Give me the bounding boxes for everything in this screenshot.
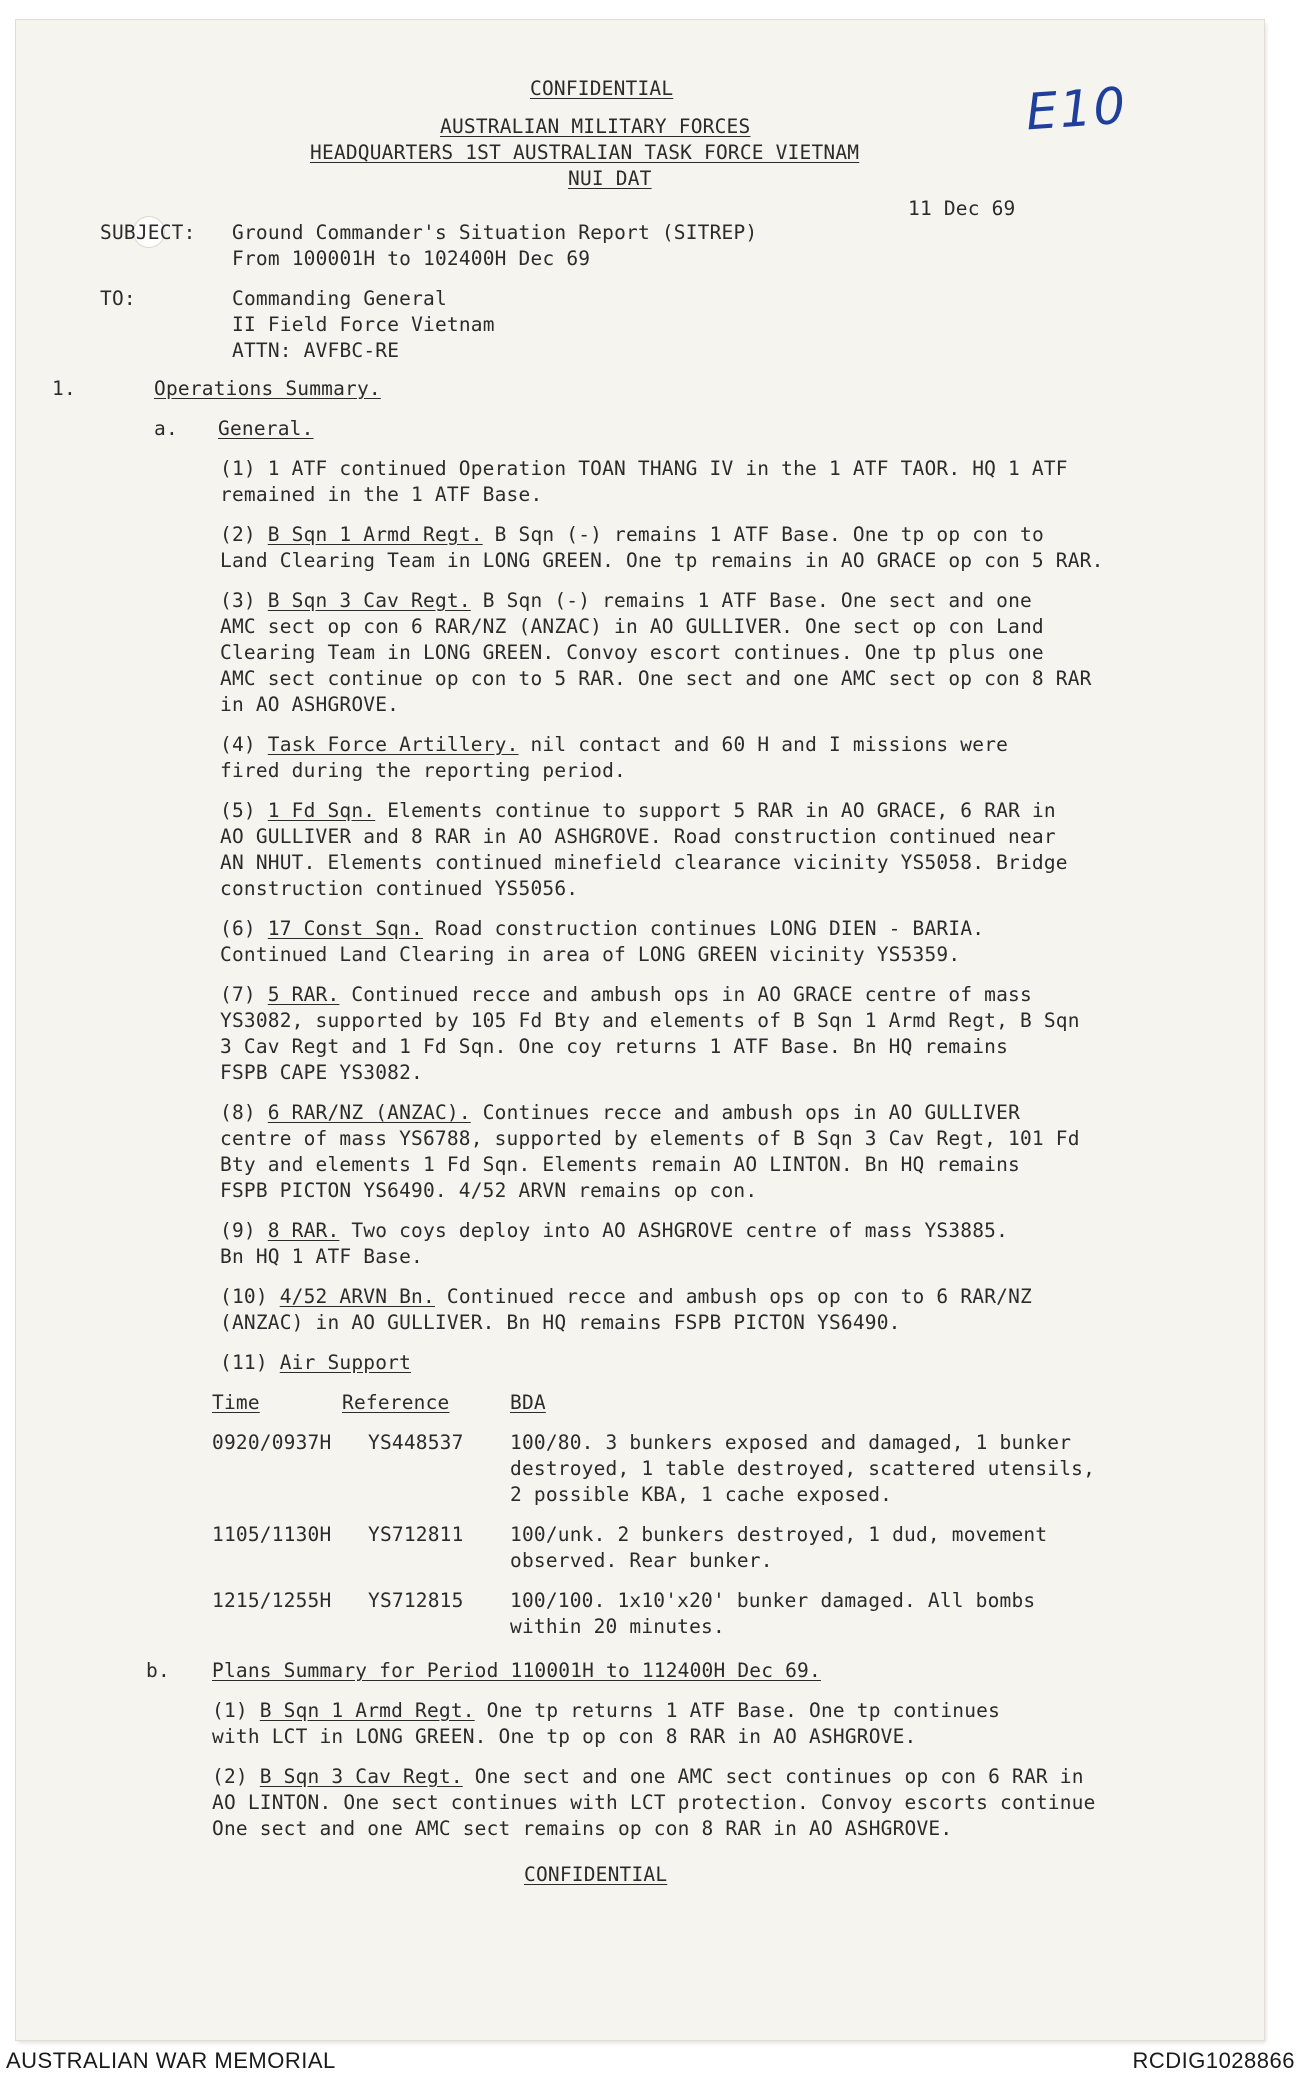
para-9-line-1 — [220, 1218, 1008, 1244]
to-line-1: Commanding General — [232, 287, 447, 310]
para-5-heading: 1 Fd Sqn. — [267, 799, 376, 822]
section-title: Operations Summary. — [154, 377, 381, 400]
para-1-line-2: remained in the 1 ATF Base. — [220, 483, 543, 506]
para-11-heading: Air Support — [279, 1351, 412, 1374]
para-5-line-1 — [220, 798, 1056, 824]
para-6-heading: 17 Const Sqn. — [267, 917, 424, 940]
para-7-line-3: 3 Cav Regt and 1 Fd Sqn. One coy returns 1 ATF Base. Bn HQ remains — [220, 1035, 1009, 1058]
table-row-1-bda-1: 100/80. 3 bunkers exposed and damaged, 1 bunker — [510, 1431, 1072, 1454]
para-3-line-4: AMC sect continue op con to 5 RAR. One sect and one AMC sect op con 8 RAR — [220, 667, 1092, 690]
para-10-heading: 4/52 ARVN Bn. — [279, 1285, 435, 1308]
section-number: 1. — [52, 377, 76, 400]
para-3-line-5: in AO ASHGROVE. — [220, 693, 400, 716]
para-6-line-1 — [220, 916, 984, 942]
table-row-3-bda-1: 100/100. 1x10'x20' bunker damaged. All bombs — [510, 1589, 1036, 1612]
para-3-line-3: Clearing Team in LONG GREEN. Convoy escort continues. One tp plus one — [220, 641, 1044, 664]
para-9-text: Two coys deploy into AO ASHGROVE centre of mass YS3885. — [339, 1219, 1009, 1242]
hq-title: HEADQUARTERS 1ST AUSTRALIAN TASK FORCE VIETNAM — [310, 141, 860, 164]
para-7-line-4: FSPB CAPE YS3082. — [220, 1061, 423, 1084]
para-4-number: (4) — [220, 733, 256, 756]
classification-header: CONFIDENTIAL — [530, 77, 674, 100]
subsection-title: General. — [218, 417, 314, 440]
plans-para-2-line-3: One sect and one AMC sect remains op con 8 RAR in AO ASHGROVE. — [212, 1817, 953, 1840]
para-7-number: (7) — [220, 983, 256, 1006]
para-8-number: (8) — [220, 1101, 256, 1124]
table-row-3-time: 1215/1255H — [212, 1589, 332, 1612]
table-header-time: Time — [212, 1391, 260, 1414]
para-10-line-2: (ANZAC) in AO GULLIVER. Bn HQ remains FSPB PICTON YS6490. — [220, 1311, 901, 1334]
para-7-line-1 — [220, 982, 1032, 1008]
table-header-reference: Reference — [342, 1391, 450, 1414]
plans-para-2-line-2: AO LINTON. One sect continues with LCT protection. Convoy escorts continue — [212, 1791, 1096, 1814]
para-1-line-1: (1) 1 ATF continued Operation TOAN THANG IV in the 1 ATF TAOR. HQ 1 ATF — [220, 457, 1068, 480]
para-4-heading: Task Force Artillery. — [267, 733, 519, 756]
document-page — [16, 20, 1264, 2040]
table-header-bda: BDA — [510, 1391, 546, 1414]
table-row-2-bda-2: observed. Rear bunker. — [510, 1549, 773, 1572]
classification-footer: CONFIDENTIAL — [524, 1863, 668, 1886]
para-3-heading: B Sqn 3 Cav Regt. — [267, 589, 471, 612]
para-7-heading: 5 RAR. — [267, 983, 340, 1006]
para-10-text: Continued recce and ambush ops op con to 6 RAR/NZ — [434, 1285, 1032, 1308]
para-11-line-1 — [220, 1350, 411, 1376]
subsection-letter: a. — [154, 417, 178, 440]
subject-line-2: From 100001H to 102400H Dec 69 — [232, 247, 591, 270]
plans-para-2-heading: B Sqn 3 Cav Regt. — [259, 1765, 463, 1788]
para-4-line-1 — [220, 732, 1008, 758]
para-3-text: B Sqn (-) remains 1 ATF Base. One sect and one — [470, 589, 1032, 612]
plans-title: Plans Summary for Period 110001H to 112400H Dec 69. — [212, 1659, 821, 1682]
handwritten-reference: E10 — [1024, 76, 1130, 142]
archive-id: RCDIG1028866 — [1132, 2048, 1295, 2073]
table-row-1-bda-2: destroyed, 1 table destroyed, scattered utensils, — [510, 1457, 1096, 1480]
table-row-1-reference: YS448537 — [368, 1431, 464, 1454]
para-2-number: (2) — [220, 523, 256, 546]
table-row-2-reference: YS712811 — [368, 1523, 464, 1546]
table-row-3-bda-2: within 20 minutes. — [510, 1615, 725, 1638]
para-8-line-1 — [220, 1100, 1020, 1126]
plans-para-1-text: One tp returns 1 ATF Base. One tp continues — [474, 1699, 1001, 1722]
table-row-2-time: 1105/1130H — [212, 1523, 332, 1546]
para-8-line-3: Bty and elements 1 Fd Sqn. Elements remain AO LINTON. Bn HQ remains — [220, 1153, 1020, 1176]
para-4-line-2: fired during the reporting period. — [220, 759, 626, 782]
para-2-heading: B Sqn 1 Armd Regt. — [267, 523, 483, 546]
para-2-line-2: Land Clearing Team in LONG GREEN. One tp remains in AO GRACE op con 5 RAR. — [220, 549, 1104, 572]
org-title: AUSTRALIAN MILITARY FORCES — [440, 115, 751, 138]
para-11-number: (11) — [220, 1351, 268, 1374]
para-5-line-2: AO GULLIVER and 8 RAR in AO ASHGROVE. Road construction continued near — [220, 825, 1056, 848]
para-5-line-4: construction continued YS5056. — [220, 877, 579, 900]
para-10-line-1 — [220, 1284, 1032, 1310]
subject-line-1: Ground Commander's Situation Report (SITREP) — [232, 221, 758, 244]
report-date: 11 Dec 69 — [908, 197, 1016, 220]
place-title: NUI DAT — [568, 167, 652, 190]
plans-para-1-heading: B Sqn 1 Armd Regt. — [259, 1699, 475, 1722]
para-8-heading: 6 RAR/NZ (ANZAC). — [267, 1101, 471, 1124]
para-6-text: Road construction continues LONG DIEN - BARIA. — [423, 917, 985, 940]
to-label: TO: — [100, 287, 136, 310]
para-9-line-2: Bn HQ 1 ATF Base. — [220, 1245, 423, 1268]
para-6-line-2: Continued Land Clearing in area of LONG GREEN vicinity YS5359. — [220, 943, 961, 966]
para-5-line-3: AN NHUT. Elements continued minefield clearance vicinity YS5058. Bridge — [220, 851, 1068, 874]
to-line-3: ATTN: AVFBC-RE — [232, 339, 400, 362]
plans-para-1-line-2: with LCT in LONG GREEN. One tp op con 8 RAR in AO ASHGROVE. — [212, 1725, 917, 1748]
table-row-1-time: 0920/0937H — [212, 1431, 332, 1454]
para-5-text: Elements continue to support 5 RAR in AO GRACE, 6 RAR in — [375, 799, 1056, 822]
para-3-line-2: AMC sect op con 6 RAR/NZ (ANZAC) in AO GULLIVER. One sect op con Land — [220, 615, 1044, 638]
para-8-line-2: centre of mass YS6788, supported by elements of B Sqn 3 Cav Regt, 101 Fd — [220, 1127, 1080, 1150]
para-9-heading: 8 RAR. — [267, 1219, 340, 1242]
para-2-text: B Sqn (-) remains 1 ATF Base. One tp op con to — [482, 523, 1044, 546]
plans-para-2-number: (2) — [212, 1765, 248, 1788]
plans-letter: b. — [146, 1659, 170, 1682]
para-7-text: Continued recce and ambush ops in AO GRACE centre of mass — [339, 983, 1032, 1006]
para-9-number: (9) — [220, 1219, 256, 1242]
plans-para-2-text: One sect and one AMC sect continues op con 6 RAR in — [462, 1765, 1084, 1788]
archive-credit: AUSTRALIAN WAR MEMORIAL — [6, 2048, 336, 2073]
para-4-text: nil contact and 60 H and I missions were — [518, 733, 1009, 756]
para-10-number: (10) — [220, 1285, 268, 1308]
table-row-1-bda-3: 2 possible KBA, 1 cache exposed. — [510, 1483, 893, 1506]
to-line-2: II Field Force Vietnam — [232, 313, 495, 336]
para-5-number: (5) — [220, 799, 256, 822]
para-6-number: (6) — [220, 917, 256, 940]
para-7-line-2: YS3082, supported by 105 Fd Bty and elements of B Sqn 1 Armd Regt, B Sqn — [220, 1009, 1080, 1032]
para-8-text: Continues recce and ambush ops in AO GULLIVER — [470, 1101, 1021, 1124]
table-row-2-bda-1: 100/unk. 2 bunkers destroyed, 1 dud, movement — [510, 1523, 1048, 1546]
para-8-line-4: FSPB PICTON YS6490. 4/52 ARVN remains op con. — [220, 1179, 758, 1202]
para-3-number: (3) — [220, 589, 256, 612]
subject-label: SUBJECT: — [100, 221, 196, 244]
plans-para-2-line-1 — [212, 1764, 1084, 1790]
plans-para-1-line-1 — [212, 1698, 1000, 1724]
para-2-line-1 — [220, 522, 1044, 548]
para-3-line-1 — [220, 588, 1032, 614]
table-row-3-reference: YS712815 — [368, 1589, 464, 1612]
plans-para-1-number: (1) — [212, 1699, 248, 1722]
